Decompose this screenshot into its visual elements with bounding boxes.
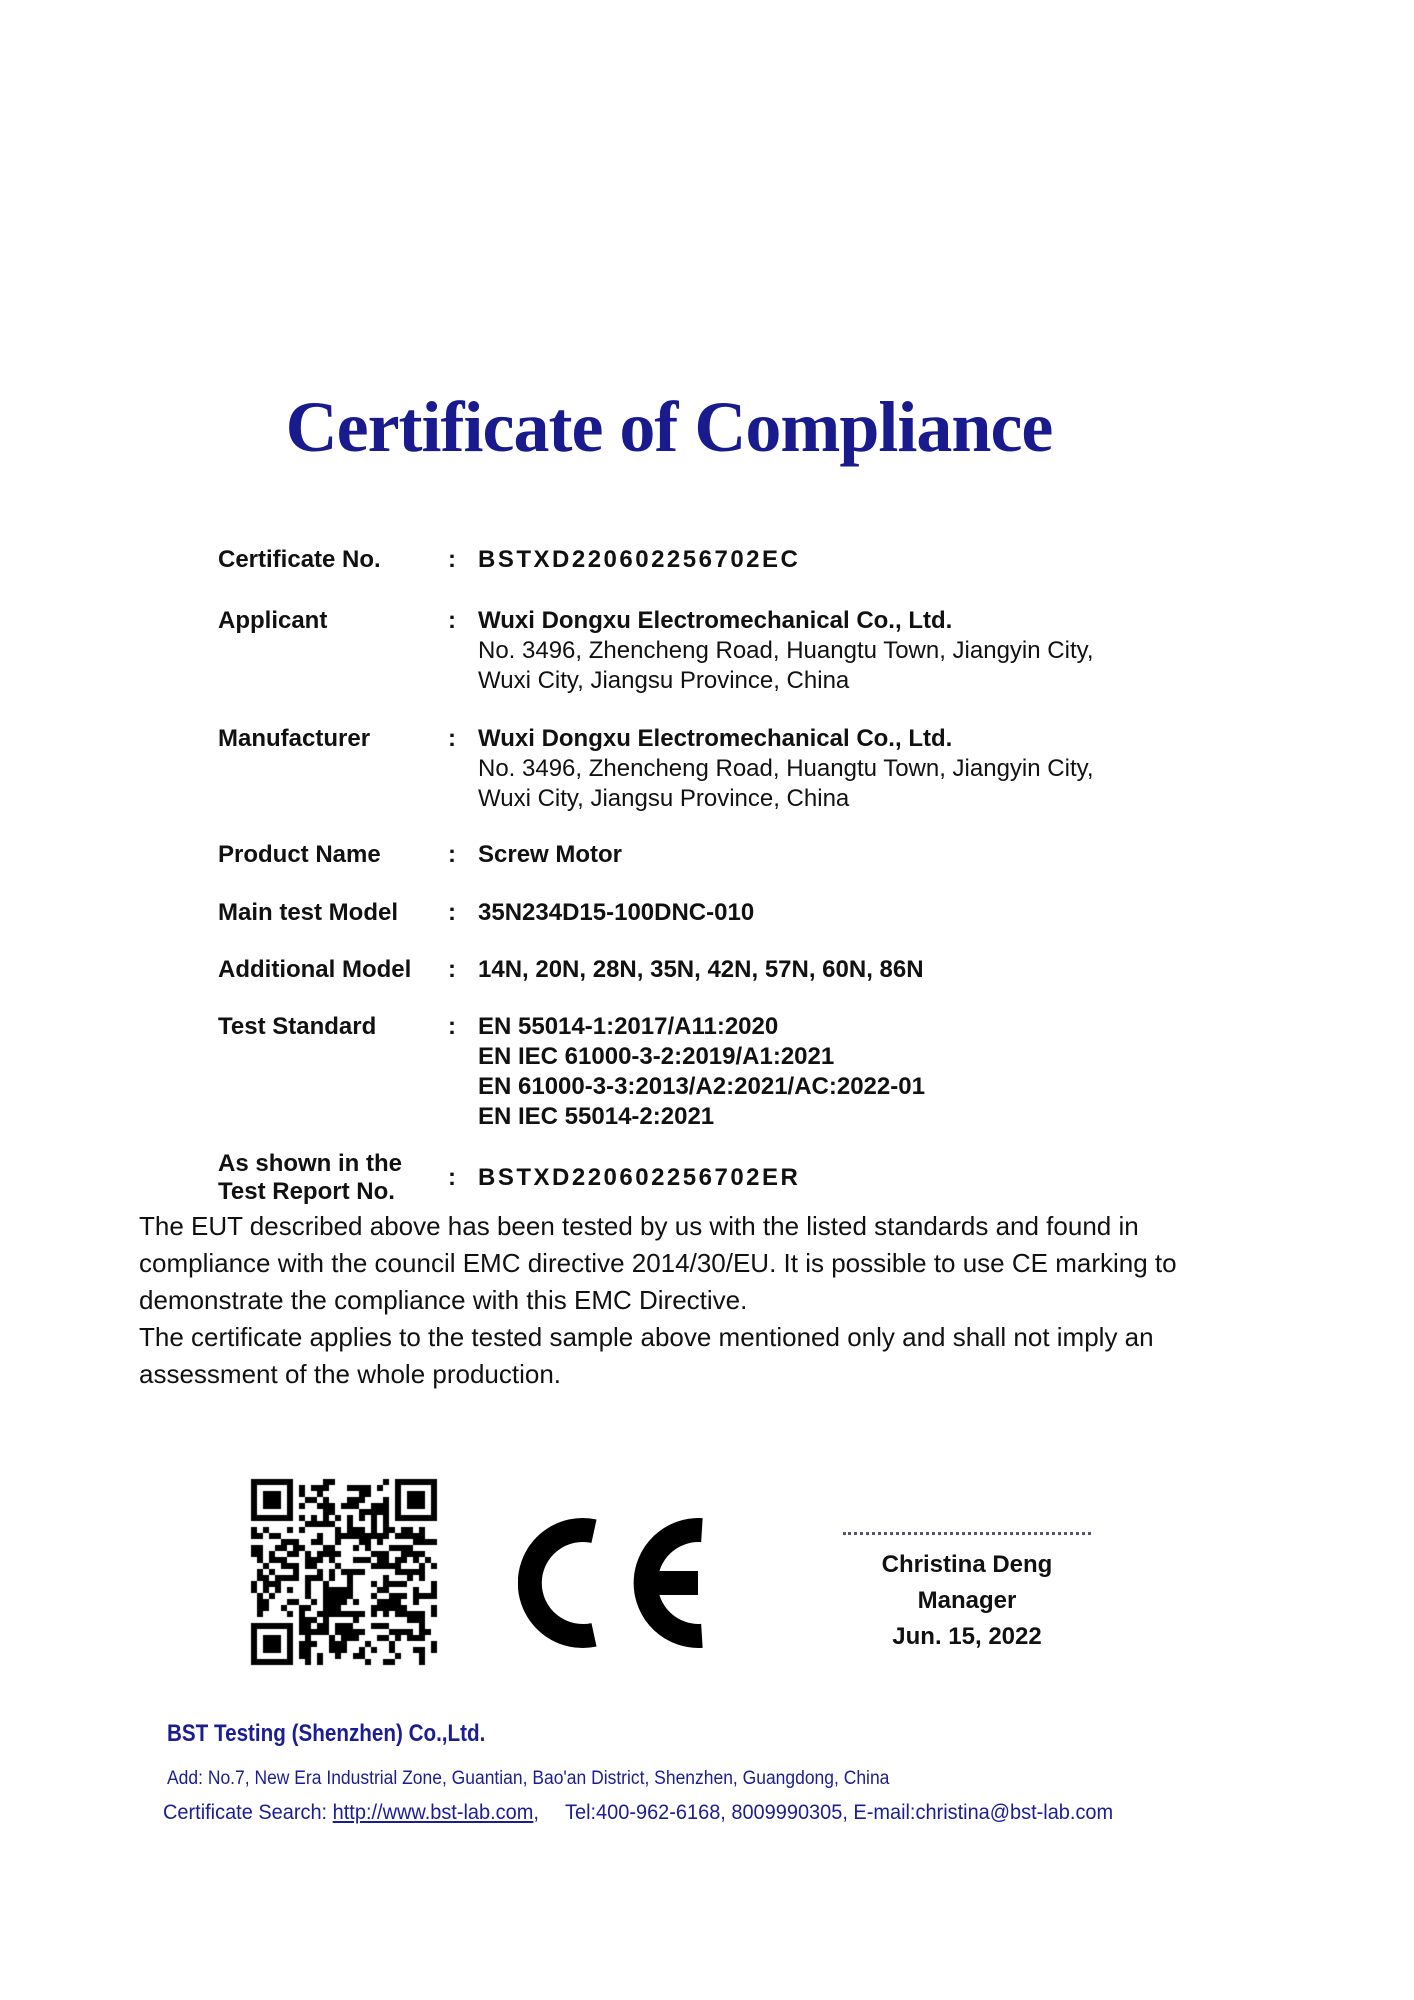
signer-role: Manager [917, 1587, 1017, 1614]
main-test-model: 35N234D15-100DNC-010 [478, 899, 755, 926]
field-row-manufacturer [218, 724, 1094, 814]
signature-dotted-line [843, 1532, 1091, 1535]
field-row-product-name [218, 840, 622, 870]
test-standard-line: EN IEC 61000-3-2:2019/A1:2021 [478, 1043, 835, 1070]
certificate-search-label: Certificate Search: [163, 1801, 328, 1824]
field-colon: : [448, 956, 456, 983]
field-row-certificate-no [218, 545, 800, 575]
field-colon: : [448, 1164, 456, 1191]
certificate-number: BSTXD220602256702EC [478, 546, 801, 573]
field-colon: : [448, 1013, 456, 1040]
applicant-address-line: Wuxi City, Jiangsu Province, China [478, 667, 850, 694]
field-label: Additional Model [218, 956, 412, 983]
applicant-address-line: No. 3496, Zhencheng Road, Huangtu Town, Jiangyin City, [478, 637, 1094, 664]
field-colon: : [448, 725, 456, 752]
field-colon: : [448, 899, 456, 926]
field-colon: : [448, 546, 456, 573]
field-colon: : [448, 841, 456, 868]
compliance-statement: The EUT described above has been tested by us with the listed standards and found in compliance with the council EMC directive 2014/30/EU. It is possible to use CE marking to demonstrate the compliance with this EMC Directive. [139, 1211, 1177, 1315]
field-label: Product Name [218, 841, 381, 868]
field-row-test-standard [218, 1012, 925, 1132]
field-label: Main test Model [218, 899, 399, 926]
footer-contact: Tel:400-962-6168, 8009990305, E-mail:christina@bst-lab.com [564, 1801, 1114, 1824]
additional-models: 14N, 20N, 28N, 35N, 42N, 57N, 60N, 86N [478, 956, 924, 983]
signature-block [843, 1532, 1091, 1655]
field-row-applicant [218, 606, 1094, 696]
certificate-statements [139, 1208, 1245, 1393]
certificate-title: Certificate of Compliance [285, 387, 1053, 467]
field-label: Test Standard [218, 1013, 377, 1040]
manufacturer-name: Wuxi Dongxu Electromechanical Co., Ltd. [478, 725, 953, 752]
ce-mark-icon [518, 1516, 718, 1651]
test-standard-line: EN 55014-1:2017/A11:2020 [478, 1013, 779, 1040]
certificate-search-link[interactable]: http://www.bst-lab.com [332, 1801, 534, 1824]
qr-code-icon [245, 1473, 443, 1671]
field-row-test-report-no [218, 1150, 800, 1206]
applicant-name: Wuxi Dongxu Electromechanical Co., Ltd. [478, 607, 953, 634]
field-label: Applicant [218, 607, 328, 634]
signer-name: Christina Deng [881, 1551, 1053, 1578]
manufacturer-address-line: No. 3496, Zhencheng Road, Huangtu Town, Jiangyin City, [478, 755, 1094, 782]
field-row-additional-model [218, 955, 924, 985]
test-standard-line: EN 61000-3-3:2013/A2:2021/AC:2022-01 [478, 1073, 925, 1100]
manufacturer-address-line: Wuxi City, Jiangsu Province, China [478, 785, 850, 812]
scope-statement: The certificate applies to the tested sample above mentioned only and shall not imply an assessment of the whole production. [139, 1322, 1154, 1389]
test-report-number: BSTXD220602256702ER [478, 1164, 801, 1191]
product-name: Screw Motor [478, 841, 623, 868]
field-label: As shown in the Test Report No. [218, 1150, 403, 1205]
field-label: Manufacturer [218, 725, 371, 752]
signature-date: Jun. 15, 2022 [892, 1623, 1042, 1650]
field-colon: : [448, 607, 456, 634]
test-standard-line: EN IEC 55014-2:2021 [478, 1103, 715, 1130]
field-label: Certificate No. [218, 546, 381, 573]
footer-company-name: BST Testing (Shenzhen) Co.,Ltd. [167, 1720, 486, 1747]
footer-search-line: Certificate Search: http://www.bst-lab.com, Tel:400-962-6168, 8009990305, E-mail:christina@bst-lab.com [163, 1801, 1114, 1824]
field-row-main-test-model [218, 898, 754, 928]
footer-address: Add: No.7, New Era Industrial Zone, Guantian, Bao'an District, Shenzhen, Guangdong, China [167, 1768, 890, 1789]
